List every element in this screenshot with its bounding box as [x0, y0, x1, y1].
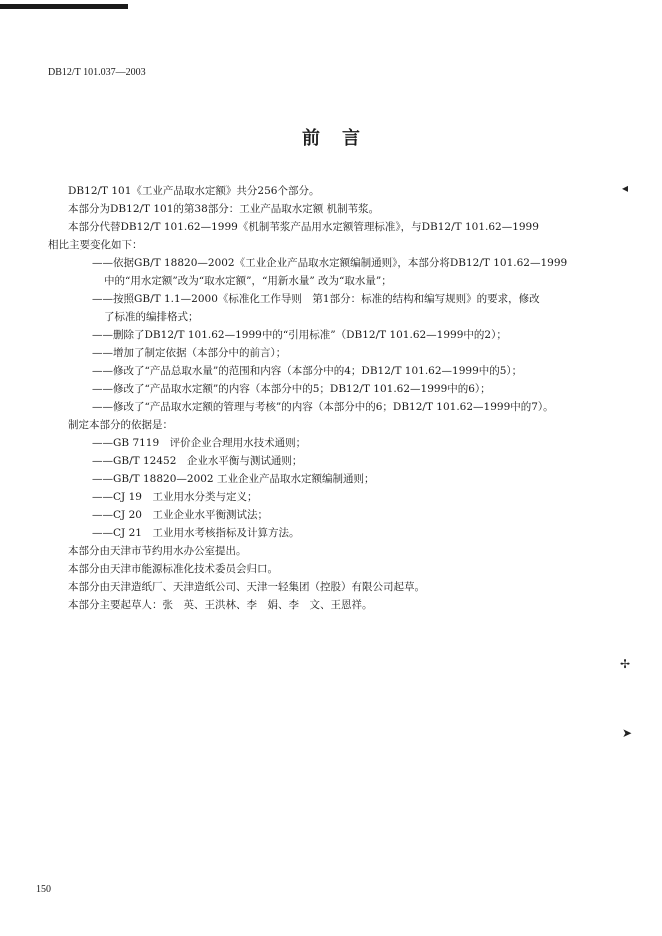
list-item: ——CJ 19 工业用水分类与定义；: [92, 491, 258, 503]
list-item: ——CJ 20 工业企业水平衡测试法；: [92, 509, 268, 521]
scan-mark: ➤: [622, 726, 633, 740]
document-code: DB12/T 101.037—2003: [48, 67, 146, 78]
scan-mark: ◂: [622, 181, 629, 195]
list-item: ——GB/T 18820—2002 工业企业产品取水定额编制通则；: [92, 473, 375, 485]
list-item-continuation: 中的“用水定额”改为“取水定额”，“用新水量” 改为“取水量”；: [104, 275, 392, 287]
list-item: ——GB 7119 评价企业合理用水技术通则；: [92, 437, 307, 449]
list-item: ——修改了“产品取水定额的管理与考核”的内容（本部分中的6；DB12/T 101.62—1999中的7）。: [92, 401, 554, 413]
foreword-body: [48, 182, 596, 614]
list-item: ——GB/T 12452 企业水平衡与测试通则；: [92, 455, 303, 467]
list-item-continuation: 了标准的编排格式；: [104, 311, 199, 323]
scan-mark: ✢: [620, 657, 631, 671]
paragraph-line: 本部分主要起草人：张 英、王洪林、李 娟、李 文、王恩祥。: [68, 599, 373, 611]
paragraph-line: 本部分为DB12/T 101的第38部分：工业产品取水定额 机制苇浆。: [68, 203, 380, 215]
paragraph-line: 相比主要变化如下：: [48, 239, 143, 251]
paragraph-line: 本部分由天津市能源标准化技术委员会归口。: [68, 563, 278, 575]
paragraph-line: 本部分由天津市节约用水办公室提出。: [68, 545, 247, 557]
page-title: 前言: [302, 128, 382, 149]
list-item: ——CJ 21 工业用水考核指标及计算方法。: [92, 527, 300, 539]
header-rule: [0, 4, 128, 9]
page-number: 150: [36, 884, 51, 895]
paragraph-line: DB12/T 101《工业产品取水定额》共分256个部分。: [68, 185, 320, 197]
list-item: ——修改了“产品取水定额”的内容（本部分中的5；DB12/T 101.62—1999中的6）；: [92, 383, 491, 395]
list-item: ——修改了“产品总取水量”的范围和内容（本部分中的4；DB12/T 101.62—1999中的5）；: [92, 365, 523, 377]
list-item: ——按照GB/T 1.1—2000《标准化工作导则 第1部分：标准的结构和编写规则》的要求，修改: [92, 293, 540, 305]
paragraph-line: 本部分由天津造纸厂、天津造纸公司、天津一轻集团（控股）有限公司起草。: [68, 581, 425, 593]
list-item: ——删除了DB12/T 101.62—1999中的“引用标准”（DB12/T 101.62—1999中的2）；: [92, 329, 507, 341]
list-item: ——依据GB/T 18820—2002《工业企业产品取水定额编制通则》，本部分将DB12/T 101.62—1999: [92, 257, 568, 269]
paragraph-line: 本部分代替DB12/T 101.62—1999《机制苇浆产品用水定额管理标准》，与DB12/T 101.62—1999: [68, 221, 539, 233]
paragraph-line: 制定本部分的依据是：: [68, 419, 173, 431]
list-item: ——增加了制定依据（本部分中的前言）；: [92, 347, 287, 359]
